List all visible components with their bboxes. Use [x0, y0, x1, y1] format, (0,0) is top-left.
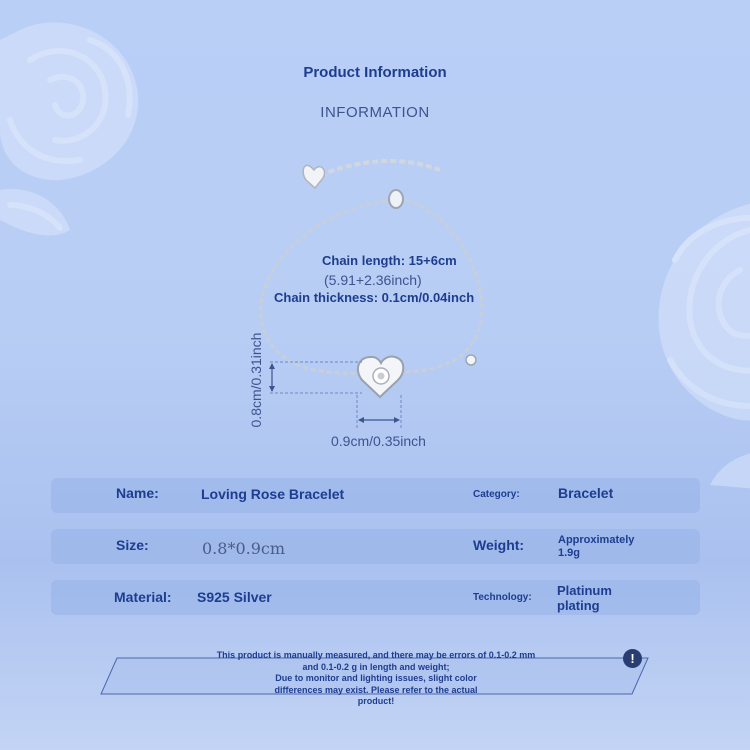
material-label: Material:: [114, 589, 172, 605]
technology-value-line1: Platinum: [557, 583, 612, 598]
category-label: Category:: [473, 489, 520, 500]
notice-line-2: and 0.1-0.2 g in length and weight;: [302, 661, 450, 672]
weight-value-line1: Approximately: [558, 534, 635, 546]
notice-line-1: This product is manually measured, and there may be errors of 0.1-0.2 mm: [216, 650, 536, 660]
technology-label: Technology:: [473, 592, 532, 603]
width-dimension-label: 0.9cm/0.35inch: [331, 433, 426, 449]
name-label: Name:: [116, 485, 159, 501]
weight-value-line2: 1.9g: [558, 547, 581, 559]
name-value: Loving Rose Bracelet: [201, 486, 345, 502]
notice-line-4: differences may exist. Please refer to the actual: [274, 684, 478, 695]
notice-line-3: Due to monitor and lighting issues, slight color: [275, 673, 477, 683]
chain-length-label: Chain length: 15+6cm: [322, 253, 457, 268]
page-subtitle: INFORMATION: [320, 104, 430, 121]
technology-value-line2: plating: [557, 598, 600, 613]
notice-line-5: product!: [357, 696, 395, 706]
size-value: 0.8*0.9cm: [202, 539, 286, 558]
category-value: Bracelet: [558, 485, 614, 501]
weight-label: Weight:: [473, 537, 525, 553]
chain-thickness-label: Chain thickness: 0.1cm/0.04inch: [274, 290, 475, 305]
material-value: S925 Silver: [197, 589, 272, 605]
chain-length-inch-label: (5.91+2.36inch): [324, 272, 422, 288]
exclamation-icon: !: [623, 649, 642, 668]
notice-text: [196, 650, 556, 708]
page-title: Product Information: [303, 64, 447, 81]
height-dimension-label: 0.8cm/0.31inch: [248, 332, 264, 428]
size-label: Size:: [116, 537, 149, 553]
